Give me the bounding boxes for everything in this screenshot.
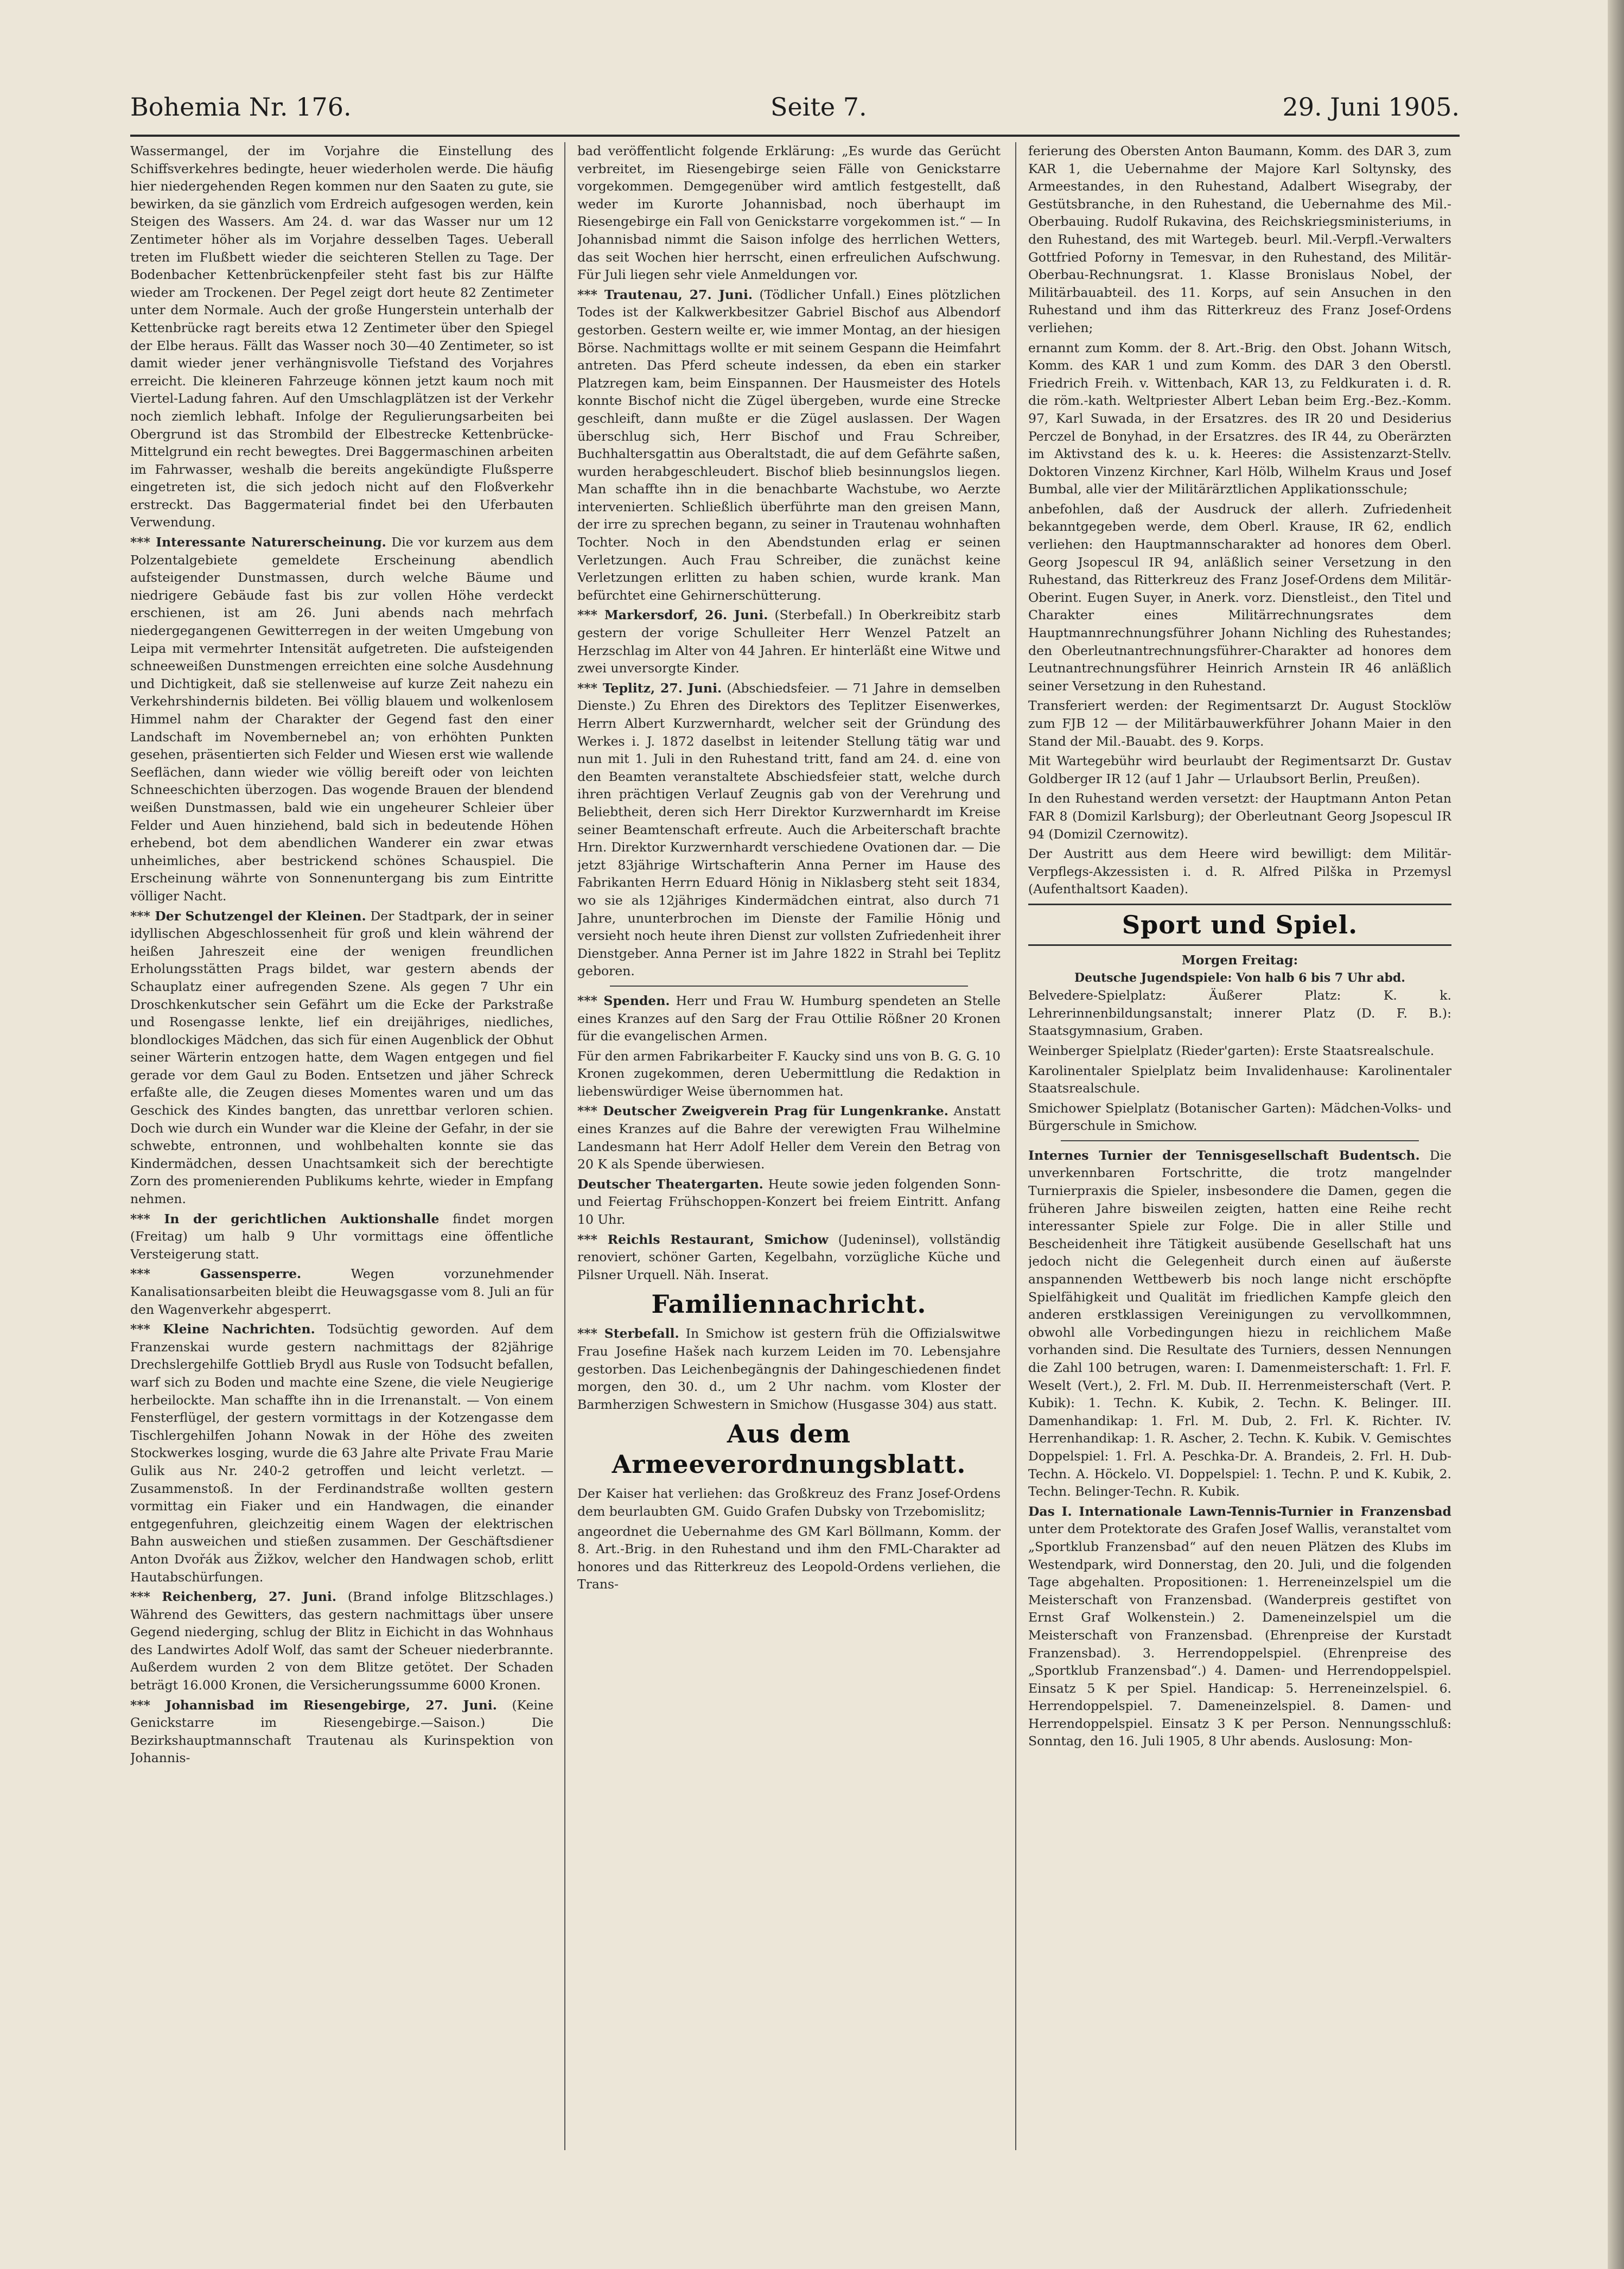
article-text: Anstatt eines Kranzes auf die Bahre der verewigten Frau Wilhelmine Landesmann hat Herr Adolf Heller dem Verein den Betrag von 20 K als Spende überwiesen. bbox=[577, 1103, 1001, 1172]
article-text: Die unverkennbaren Fortschritte, die trotz mangelnder Turnierpraxis die Spieler, insbesondere die Damen, gegen die früheren Jahre bisweilen zeigten, hatten eine Reihe recht interessanter Spiele zur Folge. Die in aller Stille und Bescheidenheit ihre Tätigkeit ausübende Gesellschaft hat uns jedoch nicht die Gelegenheit durch einen auf äußerste anspannenden Wettbewerb bis noch lange nicht erschöpfte Spielfähigkeit und Qualität im friedlichen Kampfe gleich den anderen erstklassigen Vereinigungen zu vervollkommnen, obwohl alle Vorbedingungen hiezu in reichlichem Maße vorhanden sind. Die Resultate des Turniers, dessen Nennungen die Zahl 100 betrugen, waren: I. Damenmeisterschaft: 1. Frl. F. Weselt (Vert.), 2. Frl. M. Dub. II. Herrenmeisterschaft (Vert. P. Kubik): 1. Techn. K. Kubik, 2. Techn. K. Belinger. III. Damenhandikap: 1. Frl. M. Dub, 2. Frl. K. Richter. IV. Herrenhandikap: 1. R. Ascher, 2. Techn. K. Kubik. V. Gemischtes Doppelspiel: 1. Frl. A. Peschka-Dr. A. Brandeis, 2. Frl. H. Dub-Techn. A. Höckelo. VI. Doppelspiel: 1. Techn. P. und K. Kubik, 2. Techn. Belinger-Techn. R. Kubik. bbox=[1028, 1147, 1451, 1499]
article-text: In Smichow ist gestern früh die Offizialswitwe Frau Josefine Hašek nach kurzem Leiden im 70. Lebensjahre gestorben. Das Leichenbegängnis der Dahingeschiedenen findet morgen, den 30. d., um 2 Uhr nachm. vom Kloster der Barmherzigen Schwestern in Smichow (Husgasse 304) aus statt. bbox=[577, 1326, 1001, 1412]
article-paragraph bbox=[1028, 1099, 1451, 1135]
article-text: Karolinentaler Spielplatz beim Invalidenhause: Karolinentaler Staatsrealschule. bbox=[1028, 1063, 1451, 1096]
article-headline: *** Kleine Nachrichten. bbox=[130, 1321, 315, 1337]
article-paragraph bbox=[577, 1047, 1001, 1101]
article-paragraph bbox=[130, 1265, 553, 1318]
page-edge-shadow bbox=[1608, 0, 1624, 2269]
page-header bbox=[130, 87, 1460, 136]
article-paragraph bbox=[577, 142, 1001, 284]
article-text: Wassermangel, der im Vorjahre die Einstellung des Schiffsverkehres bedingte, heuer wiederholen werde. Die häufig hier niedergehenden Regen kommen nur den Saaten zu gute, sie bewirken, da sie gänzlich vom Erdreich aufgesogen werden, kein Steigen des Wassers. Am 24. d. war das Wasser nur um 12 Zentimeter höher als im Vorjahre desselben Tages. Ueberall treten im Flußbett wieder die seichteren Stellen zu Tage. Der Bodenbacher Kettenbrückenpfeiler steht fast bis zur Hälfte wieder am Trockenen. Der Pegel zeigt dort heute 82 Zentimeter unter dem Normale. Auch der große Hungerstein unterhalb der Kettenbrücke ragt bereits etwa 12 Zentimeter über den Spiegel der Elbe heraus. Fällt das Wasser noch 30—40 Zentimeter, so ist damit wieder jener verhängnisvolle Tiefstand des Vorjahres erreicht. Die kleineren Fahrzeuge können jetzt kaum noch mit Viertel-Ladung fahren. Auf den Umschlagplätzen ist der Verkehr noch ziemlich lebhaft. Infolge der Regulierungsarbeiten bei Obergrund ist das Strombild der Elbestrecke Kettenbrücke-Mittelgrund ein recht bewegtes. Drei Baggermaschinen arbeiten im Fahrwasser, weshalb die bereits angekündigte Flußsperre eingetreten ist, die sich jedoch nicht auf den Floßverkehr erstreckt. Das Baggermaterial findet bei den Uferbauten Verwendung. bbox=[130, 143, 553, 530]
article-paragraph bbox=[577, 1523, 1001, 1593]
column-divider bbox=[564, 142, 565, 2150]
header-issue: Bohemia Nr. 176. bbox=[130, 92, 352, 122]
subheading: Morgen Freitag: bbox=[1181, 952, 1298, 968]
column-1 bbox=[130, 142, 553, 2150]
article-text: findet morgen (Freitag) um halb 9 Uhr vormittags eine öffentliche Versteigerung statt. bbox=[130, 1211, 553, 1262]
article-paragraph bbox=[1028, 339, 1451, 498]
article-paragraph bbox=[130, 1588, 553, 1694]
article-paragraph bbox=[577, 1175, 1001, 1229]
article-text: Herr und Frau W. Humburg spendeten an Stelle eines Kranzes auf den Sarg der Frau Ottilie Rößner 20 Kronen für die evangelischen Armen. bbox=[577, 993, 1001, 1044]
article-text: bad veröffentlicht folgende Erklärung: „Es wurde das Gerücht verbreitet, im Riesengebirge seien Fälle von Genickstarre vorgekommen. Demgegenüber wird amtlich festgestellt, daß weder im Kurorte Johannisbad, noch überhaupt im Riesengebirge ein Fall von Genickstarre vorgekommen ist.“ — In Johannisbad nimmt die Saison infolge des herrlichen Wetters, das seit Wochen hier herrscht, einen erfreulichen Aufschwung. Für Juli liegen sehr viele Anmeldungen vor. bbox=[577, 143, 1001, 283]
section-heading: Sport und Spiel. bbox=[1028, 904, 1451, 946]
article-paragraph bbox=[577, 1485, 1001, 1520]
section-heading: Aus dem Armeeverordnungsblatt. bbox=[612, 1419, 966, 1479]
article-paragraph bbox=[577, 1102, 1001, 1173]
article-text: Weinberger Spielplatz (Rieder'garten): Erste Staatsrealschule. bbox=[1028, 1043, 1435, 1058]
article-text: (Abschiedsfeier. — 71 Jahre in demselben Dienste.) Zu Ehren des Direktors des Teplitzer Eisenwerkes, Herrn Albert Kurzwernhardt, welcher seit der Gründung des Werkes i. J. 1872 daselbst in leitender Stellung tätig war und nun mit 1. Juli in den Ruhestand tritt, fand am 24. d. eine von den Beamten veranstaltete Abschiedsfeier statt, welche durch ihren prächtigen Verlauf Zeugnis gab von der Verehrung und Beliebtheit, deren sich Herr Direktor Kurzwernhardt im Kreise seiner Beamtenschaft erfreute. Auch die Arbeiterschaft brachte Hrn. Direktor Kurzwernhardt verschiedene Ovationen dar. — Die jetzt 83jährige Wirtschafterin Anna Perner im Hause des Fabrikanten Herrn Eduard Hönig in Niklasberg steht seit 1834, wo sie als 12jähriges Kindermädchen eintrat, also durch 71 Jahre, ununterbrochen im Dienste der Familie Hönig und versieht noch heute ihren Dienst zur vollsten Zufriedenheit ihrer Dienstgeber. Anna Perner ist im Jahre 1822 in Strahl bei Teplitz geboren. bbox=[577, 680, 1001, 979]
article-paragraph bbox=[1028, 697, 1451, 750]
article-headline: Das I. Internationale Lawn-Tennis-Turnier in Franzensbad bbox=[1028, 1503, 1451, 1519]
article-headline: *** Der Schutzengel der Kleinen. bbox=[130, 908, 366, 924]
article-paragraph bbox=[577, 1325, 1001, 1413]
article-text: Wegen vorzunehmender Kanalisationsarbeiten bleibt die Heuwagsgasse vom 8. Juli an für den Wagenverkehr abgesperrt. bbox=[130, 1266, 553, 1317]
article-paragraph bbox=[1028, 1062, 1451, 1097]
article-paragraph bbox=[130, 907, 553, 1208]
column-divider bbox=[1015, 142, 1016, 2150]
article-text: (Tödlicher Unfall.) Eines plötzlichen Todes ist der Kalkwerkbesitzer Gabriel Bischof aus Albendorf gestorben. Gestern weilte er, wie immer Montag, an der hiesigen Börse. Nachmittags wollte er mit seinem Gespann die Heimfahrt antreten. Das Pferd scheute indessen, da eben ein starker Platzregen kam, beim Einspannen. Der Hausmeister des Hotels konnte Bischof nicht die Zügel übergeben, wurde eine Strecke geschleift, dann mußte er die Zügel auslassen. Der Wagen überschlug sich, Herr Bischof und Frau Schreiber, Buchhaltersgattin aus Oberaltstadt, die auf dem Gefährte saßen, wurden herabgeschleudert. Bischof blieb besinnungslos liegen. Man schaffte ihn in die benachbarte Wachstube, wo Aerzte intervenierten. Schließlich überführte man den greisen Mann, der irre zu sprechen begann, zu seiner in Trautenau wohnhaften Tochter. Noch in den Abendstunden erlag er seinen Verletzungen. Auch Frau Schreiber, die zunächst keine Verletzungen erlitten zu haben schien, wurde krank. Man befürchtet eine Gehirnerschütterung. bbox=[577, 287, 1001, 603]
article-text: Für den armen Fabrikarbeiter F. Kaucky sind uns von B. G. G. 10 Kronen zugekommen, deren Uebermittlung die Redaktion in liebenswürdiger Weise übernommen hat. bbox=[577, 1048, 1001, 1099]
article-text: Todsüchtig geworden. Auf dem Franzenskai wurde gestern nachmittags der 82jährige Drechslergehilfe Gottlieb Brydl aus Rusle von Todsucht befallen, warf sich zu Boden und machte eine Szene, die viele Neugierige herbeilockte. Man schaffte ihn in die Irrenanstalt. — Von einem Fensterflügel, der gestern vormittags in der Kotzengasse dem Tischlergehilfen Johann Nowak in der Höhe des zweiten Stockwerkes losging, wurde die 63 Jahre alte Private Frau Marie Gulik aus Nr. 240-2 getroffen und leicht verletzt. — Zusammenstoß. In der Ferdinandstraße wollten gestern vormittag ein Fiaker und ein Handwagen, die einander entgegenfuhren, gleichzeitig einem Wagen der elektrischen Bahn ausweichen und stießen zusammen. Der Geschäftsdiener Anton Dvořák aus Žižkov, welcher den Handwagen schob, erlitt Hautabschürfungen. bbox=[130, 1321, 553, 1585]
article-paragraph bbox=[1028, 1503, 1451, 1750]
article-text: Der Kaiser hat verliehen: das Großkreuz des Franz Josef-Ordens dem beurlaubten GM. Guido Grafen Dubsky von Trzebomislitz; bbox=[577, 1486, 1001, 1519]
article-headline: *** Teplitz, 27. Juni. bbox=[577, 680, 722, 696]
article-headline: Internes Turnier der Tennisgesellschaft Budentsch. bbox=[1028, 1147, 1420, 1163]
article-text: Belvedere-Spielplatz: Äußerer Platz: K. k. Lehrerinnenbildungsanstalt; innerer Platz (D. F. B.): Staatsgymnasium, Graben. bbox=[1028, 988, 1451, 1039]
header-page-number: Seite 7. bbox=[770, 92, 867, 122]
article-text: Der Stadtpark, der in seiner idyllischen Abgeschlossenheit für groß und klein während der heißen Jahreszeit eine der wenigen freundlichen Erholungsstätten Prags bildet, war gestern abends der Schauplatz einer aufregenden Szene. Als gegen 7 Uhr ein Droschkenkutscher sein Gefährt um die Ecke der Parkstraße und Rosengasse lenkte, lief ein dreijähriges, niedliches, blondlockiges Mädchen, das sich für einen Augenblick der Obhut seiner Wärterin entzogen hatte, dem Wagen entgegen und fiel gerade vor dem Gaul zu Boden. Entsetzen und jäher Schreck erfaßte alle, die Zeugen dieses Momentes waren und um das Geschick des Kindes bangten, das unrettbar verloren schien. Doch wie durch ein Wunder war die Kleine der Gefahr, in der sie schwebte, entronnen, und wohlbehalten konnte sie das Kindermädchen, dessen Unachtsamkeit sich der berechtigte Zorn des promenierenden Publikums kehrte, wieder in Empfang nehmen. bbox=[130, 908, 553, 1207]
article-headline: *** Johannisbad im Riesengebirge, 27. Juni. bbox=[130, 1697, 497, 1713]
header-date: 29. Juni 1905. bbox=[1282, 92, 1460, 122]
header-rule bbox=[130, 135, 1460, 137]
article-headline: *** Reichenberg, 27. Juni. bbox=[130, 1589, 336, 1605]
article-paragraph bbox=[1028, 845, 1451, 898]
article-paragraph bbox=[577, 286, 1001, 605]
article-headline: *** Interessante Naturerscheinung. bbox=[130, 535, 386, 550]
article-headline: *** Sterbefall. bbox=[577, 1326, 679, 1342]
article-paragraph bbox=[130, 142, 553, 531]
article-headline: *** Gassensperre. bbox=[130, 1266, 302, 1282]
article-text: Die vor kurzem aus dem Polzentalgebiete gemeldete Erscheinung abendlich aufsteigender Dunstmassen, durch welche Bäume und niedrigere Gebäude fast bis zur vollen Höhe verdeckt erschienen, ist am 26. Juni abends nach mehrfach niedergegangenen Gewitterregen in der weiten Umgebung von Leipa mit vermehrter Intensität aufgetreten. Die aufsteigenden schneeweißen Dunstmengen erreichten eine solche Ausdehnung und Dichtigkeit, daß sie stellenweise auf kurze Zeit nahezu ein Verkehrshindernis bildeten. Bei völlig blauem und wolkenlosem Himmel nahm der Charakter der Gegend fast den einer Landschaft im Novembernebel an; von erhöhten Punkten gesehen, präsentierten sich Felder und Wiesen erst wie wallende Seeflächen, dann wieder wie völlig bereift oder von leichten Schneeschichten überzogen. Das wogende Brauen der blendend weißen Dunstmassen, bald wie ein ungeheurer Schleier über Felder und Auen hinziehend, bald sich in bedeutende Höhen erhebend, bot dem abendlichen Wanderer ein zwar etwas unheimliches, aber bestrickend schönes Schauspiel. Die Erscheinung währte von Sonnenuntergang bis zum Eintritte völliger Nacht. bbox=[130, 535, 553, 904]
article-headline: *** Deutscher Zweigverein Prag für Lungenkranke. bbox=[577, 1103, 948, 1119]
centered-line: Deutsche Jugendspiele: Von halb 6 bis 7 Uhr abd. bbox=[1074, 970, 1405, 985]
article-paragraph bbox=[1028, 987, 1451, 1040]
article-text: unter dem Protektorate des Grafen Josef Wallis, veranstaltet vom „Sportklub Franzensbad“ auf den neuen Plätzen des Klubs im Westendpark, wird Donnerstag, den 20. Juli, und die folgenden Tage abgehalten. Propositionen: 1. Herreneinzelspiel um die Meisterschaft von Franzensbad. (Wanderpreis gestiftet von Ernst Graf Wolkenstein.) 2. Dameneinzelspiel um die Meisterschaft von Franzensbad. (Ehrenpreise der Kurstadt Franzensbad). 3. Herrendoppelspiel. (Ehrenpreise des „Sportklub Franzensbad“.) 4. Damen- und Herrendoppelspiel. Einsatz 5 K per Spiel. Handicap: 5. Herreneinzelspiel. 6. Herrendoppelspiel. 7. Dameneinzelspiel. 8. Damen- und Herrendoppelspiel. Einsatz 3 K per Person. Nennungsschluß: Sonntag, den 16. Juli 1905, 8 Uhr abends. Auslosung: Mon- bbox=[1028, 1521, 1451, 1749]
section-separator bbox=[610, 986, 968, 987]
article-paragraph bbox=[1028, 1147, 1451, 1501]
article-text: Der Austritt aus dem Heere wird bewilligt: dem Militär-Verpflegs-Akzessisten i. d. R. Alfred Pilška in Przemysl (Aufenthaltsort Kaaden). bbox=[1028, 846, 1451, 897]
article-text: ferierung des Obersten Anton Baumann, Komm. des DAR 3, zum KAR 1, die Uebernahme der Majore Karl Soltynsky, des Armeestandes, in den Ruhestand, Adalbert Wisegraby, der Gestütsbranche, in den Ruhestand, die Uebernahme des Mil.-Oberbauing. Rudolf Rukavina, des Reichskriegsministeriums, in den Ruhestand, des mit Wartegeb. beurl. Mil.-Verpfl.-Verwalters Gottfried Poforny in Temesvar, in den Ruhestand, des Militär-Oberbau-Rechnungsrat. 1. Klasse Bronislaus Nobel, der Militärbauabteil. des 11. Korps, auf sein Ansuchen in den Ruhestand und ihm das Ritterkreuz des Franz Josef-Ordens verliehen; bbox=[1028, 143, 1451, 335]
article-headline: *** Reichls Restaurant, Smichow bbox=[577, 1231, 829, 1247]
article-text: In den Ruhestand werden versetzt: der Hauptmann Anton Petan FAR 8 (Domizil Karlsburg); der Oberleutnant Georg Jsopescul IR 94 (Domizil Czernowitz). bbox=[1028, 791, 1451, 842]
article-paragraph bbox=[1028, 142, 1451, 337]
article-paragraph bbox=[130, 533, 553, 905]
article-paragraph bbox=[577, 1231, 1001, 1284]
section-separator bbox=[1061, 1140, 1419, 1141]
article-headline: *** Markersdorf, 26. Juni. bbox=[577, 607, 768, 623]
column-2 bbox=[577, 142, 1001, 2150]
article-headline: Deutscher Theatergarten. bbox=[577, 1176, 763, 1192]
section-heading: Familiennachricht. bbox=[651, 1289, 927, 1319]
article-text: Smichower Spielplatz (Botanischer Garten): Mädchen-Volks- und Bürgerschule in Smichow. bbox=[1028, 1100, 1451, 1134]
article-headline: *** In der gerichtlichen Auktionshalle bbox=[130, 1211, 440, 1226]
column-3 bbox=[1028, 142, 1451, 2150]
article-text: (Sterbefall.) In Oberkreibitz starb gestern der vorige Schulleiter Herr Wenzel Patzelt an Herzschlag im Alter von 44 Jahren. Er hinterläßt eine Witwe und zwei unversorgte Kinder. bbox=[577, 607, 1001, 676]
article-paragraph bbox=[1028, 752, 1451, 787]
article-text: ernannt zum Komm. der 8. Art.-Brig. den Obst. Johann Witsch, Komm. des KAR 1 und zum Komm. des DAR 3 den Oberstl. Friedrich Freih. v. Wittenbach, KAR 13, zu Feldkuraten i. d. R. die röm.-kath. Weltpriester Albert Leban beim Erg.-Bez.-Komm. 97, Karl Suwada, in der Ersatzres. des IR 20 und Desiderius Perczel de Bonyhad, in der Ersatzres. des IR 44, zu Oberärzten im Aktivstand des k. u. k. Heeres: die Assistenzarzt-Stellv. Doktoren Vinzenz Kirchner, Karl Hölb, Wilhelm Kraus und Josef Bumbal, alle vier der Militärärztlichen Applikationsschule; bbox=[1028, 340, 1451, 497]
article-headline: *** Spenden. bbox=[577, 993, 670, 1008]
article-text: Transferiert werden: der Regimentsarzt Dr. August Stocklöw zum FJB 12 — der Militärbauwerkführer Johann Maier in den Stand der Mil.-Bauabt. des 9. Korps. bbox=[1028, 698, 1451, 749]
article-text: angeordnet die Uebernahme des GM Karl Böllmann, Komm. der 8. Art.-Brig. in den Ruhestand und ihm den FML-Charakter ad honores und das Ritterkreuz des Leopold-Ordens verliehen, die Trans- bbox=[577, 1523, 1001, 1592]
article-text: (Judeninsel), vollständig renoviert, schöner Garten, Kegelbahn, vorzügliche Küche und Pilsner Urquell. Näh. Inserat. bbox=[577, 1231, 1001, 1282]
article-text: (Brand infolge Blitzschlages.) Während des Gewitters, das gestern nachmittags über unsere Gegend niederging, schlug der Blitz in Eichicht in das Wohnhaus des Landwirtes Adolf Wolf, das samt der Scheuer niederbrannte. Außerdem wurden 2 von dem Blitze getötet. Der Schaden beträgt 16.000 Kronen, die Versicherungssumme 6000 Kronen. bbox=[130, 1589, 553, 1693]
article-text: anbefohlen, daß der Ausdruck der allerh. Zufriedenheit bekanntgegeben werde, dem Oberl. Krause, IR 62, endlich verliehen: den Hauptmannscharakter ad honores dem Oberl. Georg Jsopescul IR 94, anläßlich seiner Versetzung in den Ruhestand, das Ritterkreuz des Franz Josef-Ordens dem Militär-Oberint. Eugen Suyer, in Anerk. vorz. Dienstleist., den Titel und Charakter eines Militärrechnungsrates dem Hauptmannrechnungsführer Johann Nichling des Ruhestandes; den Oberleutnantrechnungsführer-Charakter ad honores dem Leutnantrechnungsführer Heinrich Arnstein IR 46 anläßlich seiner Versetzung in den Ruhestand. bbox=[1028, 501, 1451, 694]
article-paragraph bbox=[1028, 790, 1451, 843]
article-paragraph bbox=[577, 606, 1001, 677]
article-paragraph bbox=[577, 679, 1001, 980]
article-paragraph bbox=[130, 1696, 553, 1767]
article-paragraph bbox=[1028, 1042, 1451, 1060]
article-paragraph bbox=[577, 992, 1001, 1045]
article-headline: *** Trautenau, 27. Juni. bbox=[577, 287, 753, 302]
article-text: Heute sowie jeden folgenden Sonn- und Feiertag Frühschoppen-Konzert bei freiem Eintritt. Anfang 10 Uhr. bbox=[577, 1176, 1001, 1228]
article-paragraph bbox=[130, 1320, 553, 1586]
article-text: Mit Wartegebühr wird beurlaubt der Regimentsarzt Dr. Gustav Goldberger IR 12 (auf 1 Jahr — Urlaubsort Berlin, Preußen). bbox=[1028, 753, 1451, 786]
article-text: (Keine Genickstarre im Riesengebirge.—Saison.) Die Bezirkshauptmannschaft Trautenau als Kurinspektion von Johannis- bbox=[130, 1697, 553, 1766]
article-paragraph bbox=[1028, 500, 1451, 695]
article-paragraph bbox=[130, 1210, 553, 1263]
